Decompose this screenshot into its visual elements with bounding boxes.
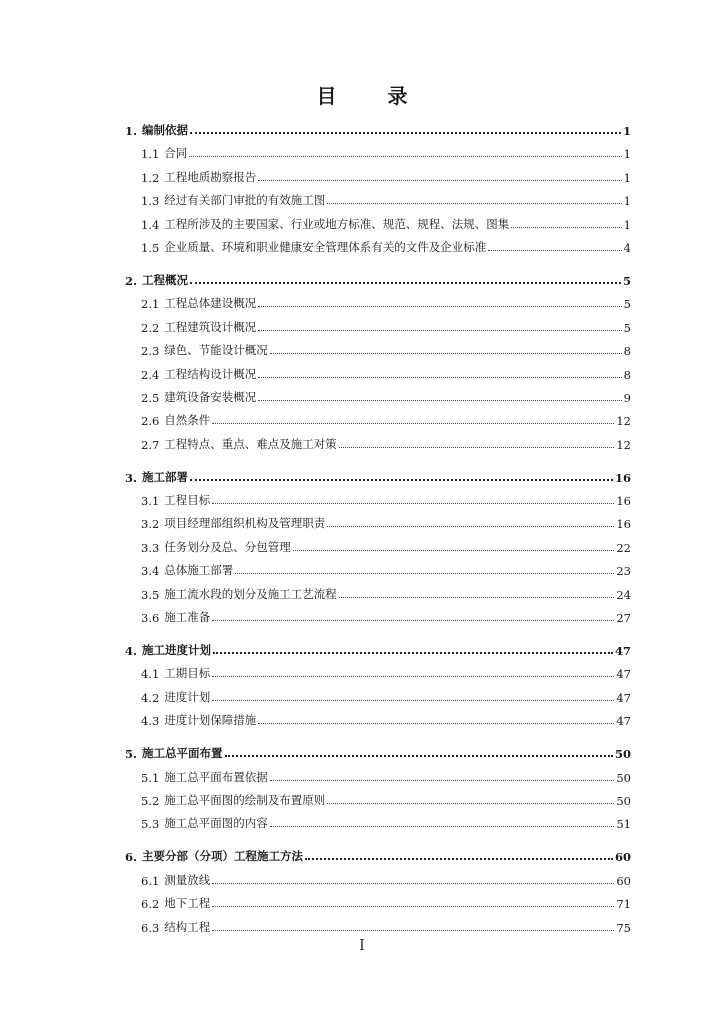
toc-entry-page: 1 xyxy=(623,194,631,209)
toc-entry-number: 3.4 xyxy=(141,564,160,579)
toc-entry-label: 项目经理部组织机构及管理职责 xyxy=(164,516,326,531)
toc-entry-page: 1 xyxy=(623,217,631,232)
toc-entry-page: 50 xyxy=(616,793,631,808)
toc-entry-number: 6.2 xyxy=(141,897,160,912)
toc-section-entry[interactable] xyxy=(125,385,631,405)
toc-entry-page: 22 xyxy=(616,540,631,555)
table-of-contents xyxy=(125,118,631,935)
toc-entry-number: 6.1 xyxy=(141,873,160,888)
toc-entry-label: 工程特点、重点、难点及施工对策 xyxy=(164,436,337,451)
toc-entry-page: 16 xyxy=(616,517,631,532)
dot-leader xyxy=(258,330,621,331)
toc-entry-number: 2.3 xyxy=(141,344,160,359)
toc-entry-page: 4 xyxy=(623,240,631,255)
dot-leader xyxy=(327,203,621,204)
toc-entry-label: 任务划分及总、分包管理 xyxy=(164,539,291,554)
toc-entry-label: 主要分部（分项）工程施工方法 xyxy=(142,849,304,864)
toc-entry-number: 4.3 xyxy=(141,714,160,729)
toc-entry-label: 施工总平面图的绘制及布置原则 xyxy=(164,792,326,807)
toc-entry-number: 1. xyxy=(125,124,138,138)
dot-leader xyxy=(258,180,621,181)
toc-entry-number: 3. xyxy=(125,470,138,485)
toc-entry-number: 3.6 xyxy=(141,611,160,626)
dot-leader xyxy=(189,156,621,157)
toc-entry-number: 1.2 xyxy=(141,170,160,185)
toc-section-entry[interactable] xyxy=(125,488,631,508)
toc-entry-label: 施工流水段的划分及施工工艺流程 xyxy=(164,586,337,601)
dot-leader xyxy=(212,620,614,621)
toc-section-entry[interactable] xyxy=(125,165,631,185)
toc-entry-number: 1.3 xyxy=(141,194,160,209)
toc-entry-page: 1 xyxy=(623,170,631,185)
toc-entry-page: 5 xyxy=(622,273,631,288)
dot-leader xyxy=(258,400,621,401)
toc-entry-page: 51 xyxy=(616,817,631,832)
toc-entry-label: 工程总体建设概况 xyxy=(164,296,257,311)
toc-section-entry[interactable] xyxy=(125,141,631,161)
page-title: 目 录 xyxy=(316,84,430,108)
toc-section-entry[interactable] xyxy=(125,765,631,785)
toc-entry-label: 编制依据 xyxy=(142,123,189,137)
toc-entry-label: 企业质量、环境和职业健康安全管理体系有关的文件及企业标准 xyxy=(164,239,487,254)
toc-entry-number: 3.5 xyxy=(141,587,160,602)
toc-chapter-entry[interactable] xyxy=(125,638,631,658)
toc-entry-label: 合同 xyxy=(164,146,188,161)
toc-entry-number: 5. xyxy=(125,747,138,762)
toc-entry-number: 4.2 xyxy=(141,690,160,705)
toc-chapter-entry[interactable] xyxy=(125,118,631,138)
dot-leader xyxy=(213,652,613,654)
toc-entry-page: 60 xyxy=(616,873,631,888)
toc-entry-page: 8 xyxy=(623,367,631,382)
toc-entry-label: 施工部署 xyxy=(142,469,189,484)
toc-entry-label: 工程建筑设计概况 xyxy=(164,319,257,334)
toc-entry-number: 2.1 xyxy=(141,297,160,312)
toc-section-entry[interactable] xyxy=(125,685,631,705)
toc-entry-label: 施工总平面布置依据 xyxy=(164,769,268,784)
dot-leader xyxy=(212,883,614,884)
toc-entry-number: 2.2 xyxy=(141,320,160,335)
toc-entry-page: 9 xyxy=(623,390,631,405)
dot-leader xyxy=(190,479,613,481)
toc-entry-page: 47 xyxy=(616,714,631,729)
toc-entry-page: 5 xyxy=(623,297,631,312)
toc-entry-number: 3.2 xyxy=(141,517,160,532)
toc-section-entry[interactable] xyxy=(125,661,631,681)
toc-entry-label: 工程目标 xyxy=(164,493,211,508)
toc-entry-page: 12 xyxy=(616,437,631,452)
toc-entry-page: 12 xyxy=(616,414,631,429)
toc-entry-page: 24 xyxy=(616,587,631,602)
toc-entry-label: 测量放线 xyxy=(164,872,211,887)
toc-section-entry[interactable] xyxy=(125,915,631,935)
toc-entry-number: 1.1 xyxy=(141,147,160,162)
dot-leader xyxy=(270,826,615,827)
toc-chapter-entry[interactable] xyxy=(125,844,631,864)
toc-entry-label: 地下工程 xyxy=(164,896,211,911)
toc-section-entry[interactable] xyxy=(125,558,631,578)
toc-entry-label: 施工总平面图的内容 xyxy=(164,816,268,831)
dot-leader xyxy=(212,423,614,424)
dot-leader xyxy=(339,597,615,598)
toc-section-entry[interactable] xyxy=(125,291,631,311)
toc-entry-label: 总体施工部署 xyxy=(164,563,234,578)
toc-entry-label: 经过有关部门审批的有效施工图 xyxy=(164,193,326,208)
dot-leader xyxy=(190,282,621,284)
dot-leader xyxy=(305,858,613,860)
toc-entry-label: 施工总平面布置 xyxy=(142,746,223,761)
dot-leader xyxy=(258,306,621,307)
dot-leader xyxy=(235,573,614,574)
toc-entry-label: 工程所涉及的主要国家、行业或地方标准、规范、规程、法规、图集 xyxy=(164,216,510,231)
toc-entry-label: 工程概况 xyxy=(142,272,189,287)
toc-entry-number: 3.3 xyxy=(141,540,160,555)
toc-entry-label: 绿色、节能设计概况 xyxy=(164,343,268,358)
toc-entry-page: 1 xyxy=(623,147,631,162)
toc-entry-page: 5 xyxy=(623,320,631,335)
toc-entry-page: 16 xyxy=(614,470,631,485)
dot-leader xyxy=(258,723,614,724)
toc-section-entry[interactable] xyxy=(125,432,631,452)
toc-entry-label: 施工准备 xyxy=(164,610,211,625)
dot-leader xyxy=(293,550,615,551)
toc-section-entry[interactable] xyxy=(125,408,631,428)
toc-entry-number: 4.1 xyxy=(141,667,160,682)
toc-entry-page: 47 xyxy=(616,667,631,682)
toc-entry-page: 47 xyxy=(616,690,631,705)
toc-section-entry[interactable] xyxy=(125,708,631,728)
toc-entry-label: 工期目标 xyxy=(164,666,211,681)
dot-leader xyxy=(511,227,621,228)
toc-entry-number: 5.2 xyxy=(141,793,160,808)
toc-entry-number: 2.5 xyxy=(141,390,160,405)
toc-entry-number: 6.3 xyxy=(141,920,160,935)
dot-leader xyxy=(270,353,622,354)
toc-section-entry[interactable] xyxy=(125,605,631,625)
toc-section-entry[interactable] xyxy=(125,315,631,335)
toc-entry-page: 23 xyxy=(616,564,631,579)
toc-entry-page: 60 xyxy=(614,850,631,865)
toc-entry-label: 结构工程 xyxy=(164,919,211,934)
toc-chapter-entry[interactable] xyxy=(125,465,631,485)
dot-leader xyxy=(212,906,614,907)
dot-leader xyxy=(327,526,614,527)
toc-section-entry[interactable] xyxy=(125,535,631,555)
dot-leader xyxy=(212,676,614,677)
toc-chapter-entry[interactable] xyxy=(125,268,631,288)
toc-entry-label: 进度计划保障措施 xyxy=(164,713,257,728)
page-number: I xyxy=(359,936,365,954)
toc-entry-page: 50 xyxy=(614,747,631,762)
toc-entry-number: 5.1 xyxy=(141,770,160,785)
toc-entry-label: 建筑设备安装概况 xyxy=(164,389,257,404)
dot-leader xyxy=(258,377,621,378)
dot-leader xyxy=(327,803,614,804)
toc-entry-page: 71 xyxy=(616,897,631,912)
toc-section-entry[interactable] xyxy=(125,891,631,911)
toc-section-entry[interactable] xyxy=(125,188,631,208)
toc-section-entry[interactable] xyxy=(125,511,631,531)
dot-leader xyxy=(212,700,614,701)
toc-entry-number: 2. xyxy=(125,273,138,288)
dot-leader xyxy=(212,930,614,931)
toc-section-entry[interactable] xyxy=(125,212,631,232)
toc-section-entry[interactable] xyxy=(125,811,631,831)
toc-entry-label: 工程结构设计概况 xyxy=(164,366,257,381)
dot-leader xyxy=(488,250,621,251)
toc-entry-label: 施工进度计划 xyxy=(142,643,212,658)
toc-entry-number: 4. xyxy=(125,644,138,659)
toc-entry-number: 1.5 xyxy=(141,240,160,255)
toc-section-entry[interactable] xyxy=(125,235,631,255)
toc-section-entry[interactable] xyxy=(125,338,631,358)
toc-chapter-entry[interactable] xyxy=(125,741,631,761)
toc-entry-page: 1 xyxy=(622,124,631,138)
toc-entry-page: 47 xyxy=(614,644,631,659)
toc-entry-page: 8 xyxy=(623,344,631,359)
toc-entry-page: 27 xyxy=(616,611,631,626)
toc-entry-number: 2.7 xyxy=(141,437,160,452)
toc-entry-label: 自然条件 xyxy=(164,413,211,428)
toc-section-entry[interactable] xyxy=(125,362,631,382)
dot-leader xyxy=(225,755,613,757)
toc-section-entry[interactable] xyxy=(125,788,631,808)
toc-entry-number: 1.4 xyxy=(141,217,160,232)
toc-section-entry[interactable] xyxy=(125,868,631,888)
toc-section-entry[interactable] xyxy=(125,582,631,602)
toc-entry-page: 75 xyxy=(616,920,631,935)
toc-entry-page: 50 xyxy=(616,770,631,785)
toc-entry-number: 2.6 xyxy=(141,414,160,429)
toc-entry-label: 工程地质勘察报告 xyxy=(164,169,257,184)
dot-leader xyxy=(270,780,615,781)
toc-entry-number: 5.3 xyxy=(141,817,160,832)
dot-leader xyxy=(212,503,614,504)
toc-entry-number: 3.1 xyxy=(141,494,160,509)
toc-entry-page: 16 xyxy=(616,494,631,509)
toc-entry-number: 2.4 xyxy=(141,367,160,382)
dot-leader xyxy=(339,447,615,448)
dot-leader xyxy=(190,132,621,134)
toc-entry-number: 6. xyxy=(125,850,138,865)
toc-entry-label: 进度计划 xyxy=(164,689,211,704)
